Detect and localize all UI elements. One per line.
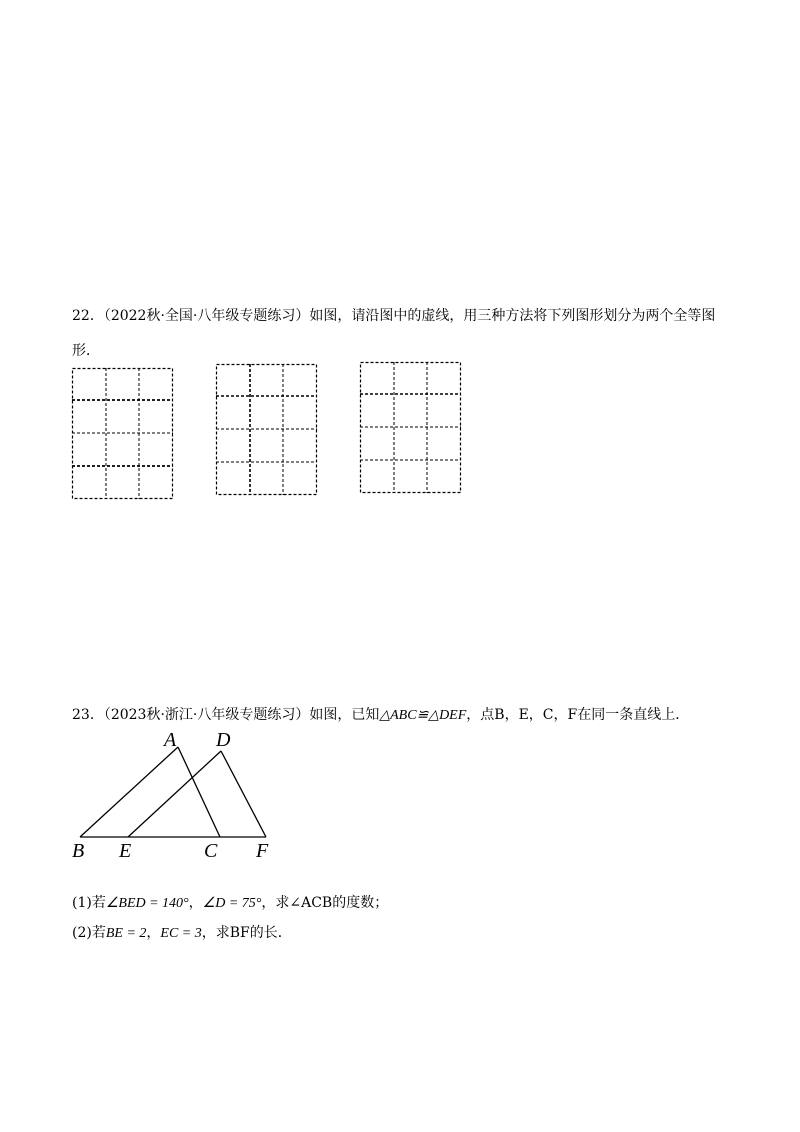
q23-number: 23．: [72, 707, 104, 723]
label-F: F: [256, 840, 269, 862]
q23-part1-sep: ，: [188, 895, 203, 911]
triangle-figure: [60, 725, 290, 865]
q22-number: 22．: [72, 308, 104, 324]
q23-part1: [72, 892, 388, 912]
q22-line2: [72, 340, 100, 360]
q22-source: （2022秋·全国·八年级专题练习）: [103, 308, 310, 324]
q22-line1: [72, 305, 715, 325]
q23-text-post: ，点B，E，C，F在同一条直线上．: [466, 707, 690, 723]
q23-part2: [72, 922, 292, 942]
q22-text-line2: 形．: [72, 343, 100, 359]
segment-DE: [128, 751, 221, 837]
q23-part2-sep: ，: [146, 925, 161, 941]
label-E: E: [119, 840, 132, 862]
label-D: D: [216, 729, 231, 751]
q23-part2-cond2: EC = 3: [160, 926, 202, 941]
q23-line1: [72, 704, 689, 724]
segment-DF: [221, 751, 266, 837]
grid-figure-2: [216, 364, 318, 496]
grid-figure-3: [360, 362, 462, 494]
q23-congruence: △ABC≌△DEF: [379, 708, 467, 723]
q23-part1-cond2: ∠D = 75°: [202, 896, 262, 911]
q22-text-line1: 如图，请沿图中的虚线，用三种方法将下列图形划分为两个全等图: [309, 308, 716, 324]
segment-AB: [80, 747, 178, 837]
label-A: A: [164, 729, 177, 751]
q23-part2-ask: ，求BF的长．: [201, 925, 292, 941]
q23-part2-prefix: (2)若: [72, 925, 106, 941]
q23-part1-ask: ，求∠ACB的度数；: [261, 895, 389, 911]
q23-part1-cond1: ∠BED = 140°: [105, 896, 189, 911]
label-C: C: [204, 840, 218, 862]
label-B: B: [72, 840, 85, 862]
q23-part2-cond1: BE = 2: [105, 926, 147, 941]
q23-text-pre: 如图，已知: [309, 707, 380, 723]
grid-figure-1: [72, 368, 174, 500]
segment-AC: [178, 747, 220, 837]
q23-part1-prefix: (1)若: [72, 895, 106, 911]
q23-source: （2023秋·浙江·八年级专题练习）: [103, 707, 310, 723]
